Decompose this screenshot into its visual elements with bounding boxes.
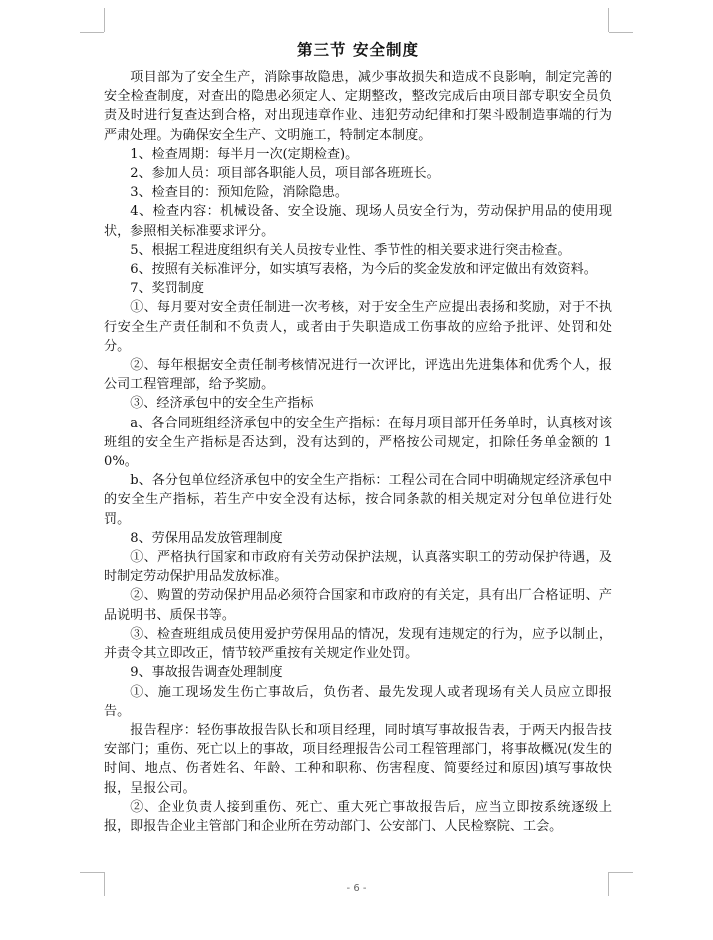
paragraph-list [104,68,612,836]
paragraph: ①、每月要对安全责任制进一次考核，对于安全生产应提出表扬和奖励，对于不执行安全生产责任制和不负责人，或者由于失职造成工伤事故的应给予批评、处罚和处分。 [104,300,612,354]
paragraph: b、各分包单位经济承包中的安全生产指标：工程公司在合同中明确规定经济承包中的安全生产指标，若生产中安全没有达标，按合同条款的相关规定对分包单位进行处罚。 [104,473,612,527]
paragraph: ①、施工现场发生伤亡事故后，负伤者、最先发现人或者现场有关人员应立即报告。 [104,684,612,719]
document-body [104,38,612,836]
paragraph: 4、检查内容：机械设备、安全设施、现场人员安全行为，劳动保护用品的使用现状，参照相关标准要求评分。 [104,204,612,239]
paragraph: ②、每年根据安全责任制考核情况进行一次评比，评选出先进集体和优秀个人，报公司工程管理部，给予奖励。 [104,358,612,393]
paragraph: 2、参加人员：项目部各职能人员，项目部各班班长。 [130,166,440,182]
paragraph: a、各合同班组经济承包中的安全生产指标：在每月项目部开任务单时，认真核对该班组的安全生产指标是否达到，没有达到的，严格按公司规定，扣除任务单金额的 10%。 [104,415,612,470]
crop-mark-top-right-horizontal [609,32,633,33]
crop-mark-bottom-right-horizontal [609,872,633,873]
paragraph: 3、检查目的：预知危险，消除隐患。 [130,185,349,201]
paragraph: ③、经济承包中的安全生产指标 [130,396,314,412]
paragraph: ①、严格执行国家和市政府有关劳动保护法规，认真落实职工的劳动保护待遇，及时制定劳动保护用品发放标准。 [104,550,612,585]
crop-mark-top-left-vertical [104,8,105,32]
paragraph: 报告程序：轻伤事故报告队长和项目经理，同时填写事故报告表，于两天内报告技安部门；重伤、死亡以上的事故，项目经理报告公司工程管理部门，将事故概况(发生的时间、地点、伤者姓名、年龄、工种和职称、伤害程度、简要经过和原因)填写事故快报，呈报公司。 [104,722,612,796]
paragraph: 7、奖罚制度 [130,281,204,297]
paragraph: 6、按照有关标准评分，如实填写表格，为今后的奖金发放和评定做出有效资料。 [130,262,597,278]
crop-mark-top-right-vertical [608,8,609,32]
crop-mark-top-left-horizontal [80,32,104,33]
paragraph: 9、事故报告调查处理制度 [130,665,283,681]
paragraph: ②、企业负责人接到重伤、死亡、重大死亡事故报告后，应当立即按系统逐级上报，即报告企业主管部门和企业所在劳动部门、公安部门、人民检察院、工会。 [104,799,612,834]
crop-mark-bottom-left-horizontal [80,872,104,873]
paragraph: 项目部为了安全生产，消除事故隐患，减少事故损失和造成不良影响，制定完善的安全检查制度，对查出的隐患必须定人、定期整改，整改完成后由项目部专职安全员负责及时进行复查达到合格，对出现违章作业、违犯劳动纪律和打架斗殴制造事端的行为严肃处理。为确保安全生产、文明施工，特制定本制度。 [104,70,612,143]
paragraph: 5、根据工程进度组织有关人员按专业性、季节性的相关要求进行突击检查。 [130,242,571,258]
paragraph: ②、购置的劳动保护用品必须符合国家和市政府的有关定，具有出厂合格证明、产品说明书、质保书等。 [104,588,612,623]
paragraph: 8、劳保用品发放管理制度 [130,530,283,546]
page-number: - 6 - [346,883,367,894]
paragraph: ③、检查班组成员使用爱护劳保用品的情况，发现有违规定的行为，应予以制止，并责令其立即改正，情节较严重按有关规定作业处罚。 [104,626,612,662]
section-title: 第三节 安全制度 [297,40,419,59]
paragraph: 1、检查周期：每半月一次(定期检查)。 [130,146,359,162]
